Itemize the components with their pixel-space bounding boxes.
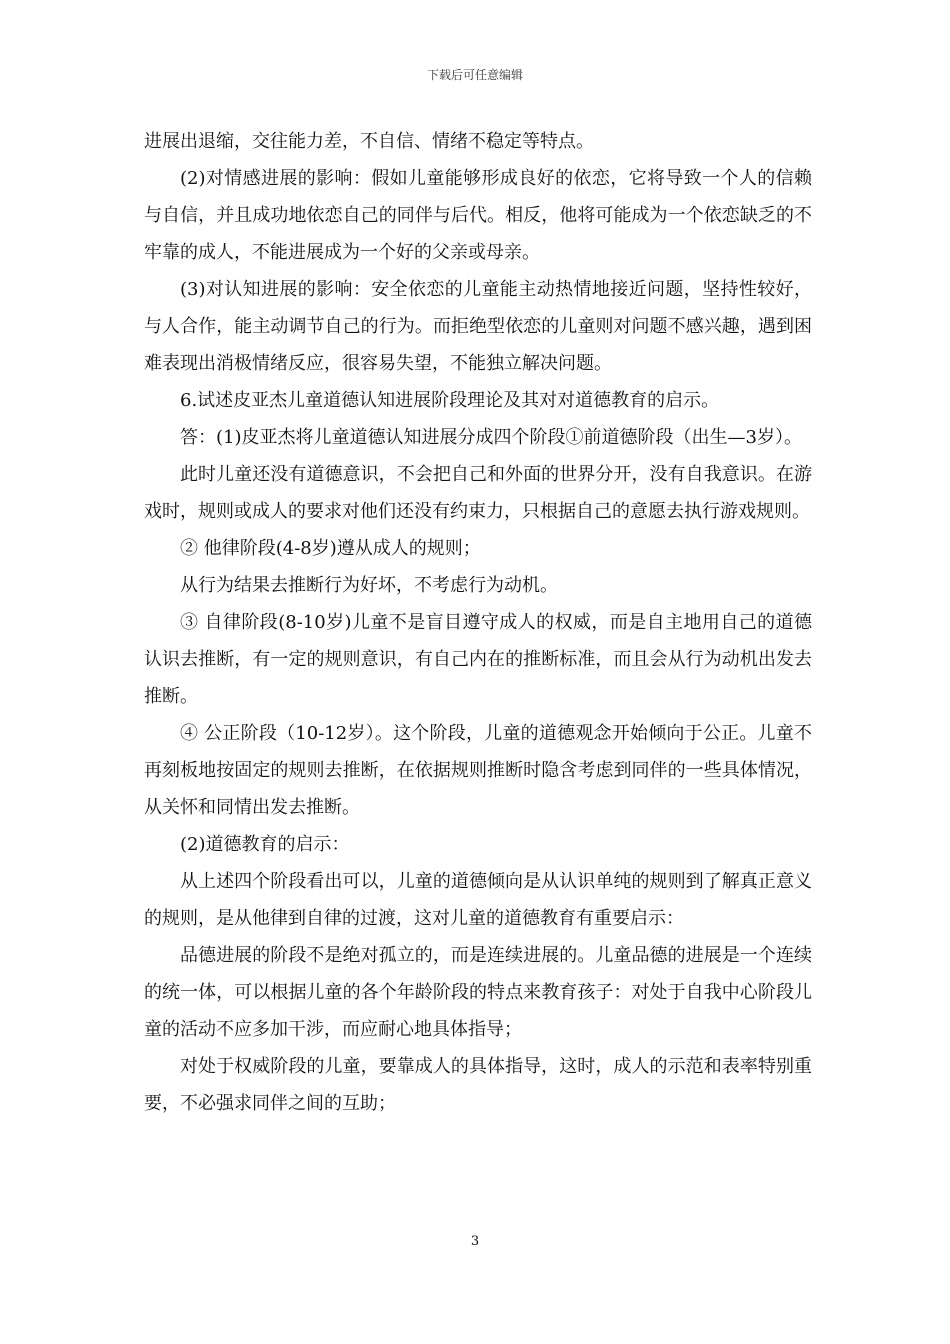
paragraph: 对处于权威阶段的儿童，要靠成人的具体指导，这时，成人的示范和表率特别重要，不必强求同伴之间的互助； xyxy=(144,1056,812,1114)
paragraph: ④ 公正阶段（10-12岁）。这个阶段，儿童的道德观念开始倾向于公正。儿童不再刻板地按固定的规则去推断，在依据规则推断时隐含考虑到同伴的一些具体情况，从关怀和同情出发去推断。 xyxy=(144,723,812,818)
paragraph: 从行为结果去推断行为好坏，不考虑行为动机。 xyxy=(180,575,558,596)
document-body xyxy=(144,123,812,1122)
page-header: 下载后可任意编辑 xyxy=(426,68,523,82)
paragraph: (2)对情感进展的影响：假如儿童能够形成良好的依恋，它将导致一个人的信赖与自信，并且成功地依恋自己的同伴与后代。相反，他将可能成为一个依恋缺乏的不牢靠的成人，不能进展成为一个好的父亲或母亲。 xyxy=(144,168,812,263)
question-heading: 6.试述皮亚杰儿童道德认知进展阶段理论及其对对道德教育的启示。 xyxy=(180,390,720,411)
paragraph: 此时儿童还没有道德意识，不会把自己和外面的世界分开，没有自我意识。在游戏时，规则或成人的要求对他们还没有约束力，只根据自己的意愿去执行游戏规则。 xyxy=(144,464,812,522)
paragraph: ③ 自律阶段(8-10岁)儿童不是盲目遵守成人的权威，而是自主地用自己的道德认识去推断，有一定的规则意识，有自己内在的推断标准，而且会从行为动机出发去推断。 xyxy=(144,612,812,707)
paragraph: 答：(1)皮亚杰将儿童道德认知进展分成四个阶段①前道德阶段（出生—3岁）。 xyxy=(180,427,802,448)
paragraph: ② 他律阶段(4-8岁)遵从成人的规则； xyxy=(180,538,481,559)
paragraph: 品德进展的阶段不是绝对孤立的，而是连续进展的。儿童品德的进展是一个连续的统一体，可以根据儿童的各个年龄阶段的特点来教育孩子：对处于自我中心阶段儿童的活动不应多加干涉，而应耐心地具体指导； xyxy=(144,945,812,1040)
paragraph: 进展出退缩，交往能力差，不自信、情绪不稳定等特点。 xyxy=(144,131,594,152)
paragraph: (2)道德教育的启示： xyxy=(180,834,350,855)
paragraph: (3)对认知进展的影响：安全依恋的儿童能主动热情地接近问题，坚持性较好，与人合作，能主动调节自己的行为。而拒绝型依恋的儿童则对问题不感兴趣，遇到困难表现出消极情绪反应，很容易失望，不能独立解决问题。 xyxy=(144,279,812,374)
paragraph: 从上述四个阶段看出可以，儿童的道德倾向是从认识单纯的规则到了解真正意义的规则，是从他律到自律的过渡，这对儿童的道德教育有重要启示： xyxy=(144,871,812,929)
page-number: 3 xyxy=(470,1234,480,1249)
